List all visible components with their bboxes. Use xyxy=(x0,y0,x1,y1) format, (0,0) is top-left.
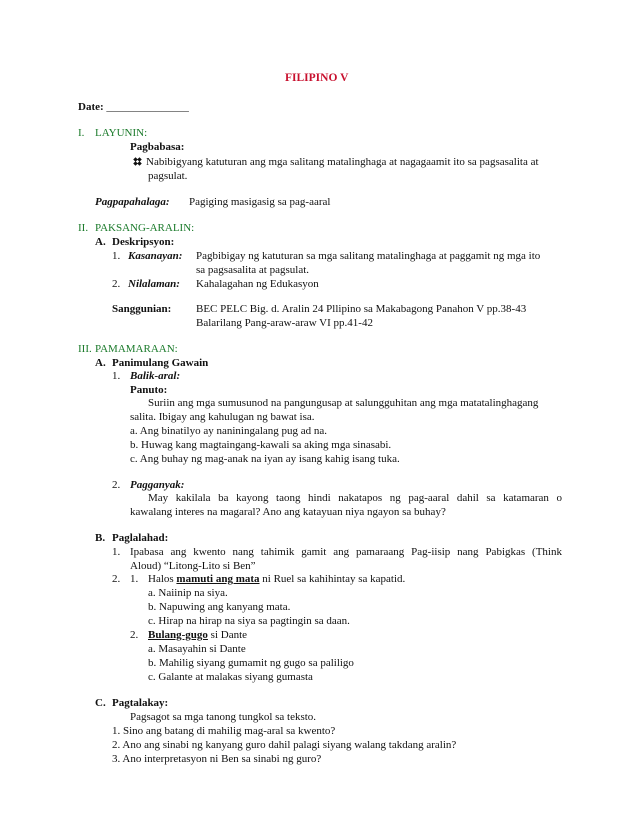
item1-num: 1. xyxy=(112,250,121,262)
sentence-a: a. Ang binatilyo ay naniningalang pug ad na. xyxy=(130,425,328,437)
idiom-1-option-c: c. Hirap na hirap na siya sa pagtingin sa daan. xyxy=(148,615,350,627)
question-1: 1. Sino ang batang di mahilig mag-aral sa kwento? xyxy=(112,725,336,737)
kasanayan-label: Kasanayan: xyxy=(128,250,183,262)
question-2: 2. Ano ang sinabi ng kanyang guro dahil palagi siyang walang takdang aralin? xyxy=(112,739,457,751)
section2-num: II. xyxy=(78,222,89,234)
pagpapahalaga-label: Pagpapahalaga: xyxy=(95,196,170,208)
sentence-c: c. Ang buhay ng mag-anak na iyan ay isang kahig isang tuka. xyxy=(130,453,400,465)
pagbabasa-label: Pagbabasa: xyxy=(130,141,185,153)
idiom-item-1-pre: Halos xyxy=(148,573,174,585)
panimulang-gawain-label: Panimulang Gawain xyxy=(112,357,209,369)
objective-text: Nabibigyang katuturan ang mga salitang matalinghaga at nagagaamit ito sa pagsasalita at xyxy=(146,156,539,168)
pagganyak-line-2: kawalang interes na magaral? Ano ang katayuan niya ngayon sa buhay? xyxy=(130,506,446,518)
item2-num: 2. xyxy=(112,278,121,290)
paglalahad-num-1: 1. xyxy=(112,546,121,558)
objective-line-1 xyxy=(133,156,539,169)
paglalahad-line-1: Ipabasa ang kwento nang tahimik gamit ang pamaraang Pag-iisip nang Pabigkas (Think xyxy=(130,546,562,558)
idiom-item-2-num: 2. xyxy=(130,629,139,641)
kasanayan-line-2: sa pagsasalita at pagsulat. xyxy=(196,264,310,276)
panuto-line-2: salita. Ibigay ang kahulugan ng bawat isa. xyxy=(130,411,315,423)
deskripsyon-label: Deskripsyon: xyxy=(112,236,175,248)
panuto-line-1: Suriin ang mga sumusunod na pangungusap at salungguhitan ang mga matatalinghagang xyxy=(148,397,539,409)
idiom-item-1-post: ni Ruel sa kahihintay sa kapatid. xyxy=(262,573,406,585)
idiom-item-2-post: si Dante xyxy=(210,629,248,641)
paglalahad-label: Paglalahad: xyxy=(112,532,169,544)
nilalaman-value: Kahalagahan ng Edukasyon xyxy=(196,278,319,290)
sanggunian-label: Sanggunian: xyxy=(112,303,172,315)
pagganyak-num: 2. xyxy=(112,479,121,491)
section3-c-label: C. xyxy=(95,697,106,709)
balik-aral-num: 1. xyxy=(112,370,121,382)
date-line xyxy=(78,101,189,114)
balik-aral-label: Balik-aral: xyxy=(130,370,181,382)
question-3: 3. Ano interpretasyon ni Ben sa sinabi ng guro? xyxy=(112,753,322,765)
date-blank: _______________ xyxy=(106,101,189,113)
section2-heading: PAKSANG-ARALIN: xyxy=(95,222,195,234)
panuto-label: Panuto: xyxy=(130,384,168,396)
idiom-phrase-1: mamuti ang mata xyxy=(176,573,260,585)
diamond-bullet-icon xyxy=(133,157,142,166)
section3-b-label: B. xyxy=(95,532,106,544)
idiom-2-option-a: a. Masayahin si Dante xyxy=(148,643,246,655)
paglalahad-num-2: 2. xyxy=(112,573,121,585)
date-label: Date: xyxy=(78,101,104,113)
section1-num: I. xyxy=(78,127,85,139)
pagganyak-line-1: May kakilala ba kayong taong hindi nakatapos ng pag-aaral dahil sa katamaran o xyxy=(148,492,562,504)
idiom-1-option-b: b. Napuwing ang kanyang mata. xyxy=(148,601,291,613)
paglalahad-line-2: Aloud) “Litong-Lito si Ben” xyxy=(130,560,256,572)
idiom-item-2 xyxy=(148,629,247,642)
sanggunian-line-2: Balarilang Pang-araw-araw VI pp.41-42 xyxy=(196,317,373,329)
section3-a-label: A. xyxy=(95,357,106,369)
sanggunian-line-1: BEC PELC Big. d. Aralin 24 Pllipino sa Makabagong Panahon V pp.38-43 xyxy=(196,303,527,315)
section3-heading: PAMAMARAAN: xyxy=(95,343,178,355)
idiom-item-1 xyxy=(148,573,405,586)
section2-a-label: A. xyxy=(95,236,106,248)
pagtalakay-intro: Pagsagot sa mga tanong tungkol sa teksto. xyxy=(130,711,317,723)
idiom-phrase-2: Bulang-gugo xyxy=(148,629,208,641)
kasanayan-line-1: Pagbibigay ng katuturan sa mga salitang matalinghaga at paggamit ng mga ito xyxy=(196,250,541,262)
idiom-1-option-a: a. Naiinip na siya. xyxy=(148,587,228,599)
idiom-2-option-c: c. Galante at malakas siyang gumasta xyxy=(148,671,313,683)
pagganyak-label: Pagganyak: xyxy=(130,479,185,491)
pagpapahalaga-value: Pagiging masigasig sa pag-aaral xyxy=(189,196,331,208)
idiom-2-option-b: b. Mahilig siyang gumamit ng gugo sa paliligo xyxy=(148,657,354,669)
section1-heading: LAYUNIN: xyxy=(95,127,148,139)
sentence-b: b. Huwag kang magtaingang-kawali sa aking mga sinasabi. xyxy=(130,439,392,451)
section3-num: III. xyxy=(78,343,92,355)
pagtalakay-label: Pagtalakay: xyxy=(112,697,169,709)
objective-line-2: pagsulat. xyxy=(148,170,188,182)
nilalaman-label: Nilalaman: xyxy=(128,278,180,290)
idiom-item-1-num: 1. xyxy=(130,573,139,585)
page-title: FILIPINO V xyxy=(285,72,349,84)
